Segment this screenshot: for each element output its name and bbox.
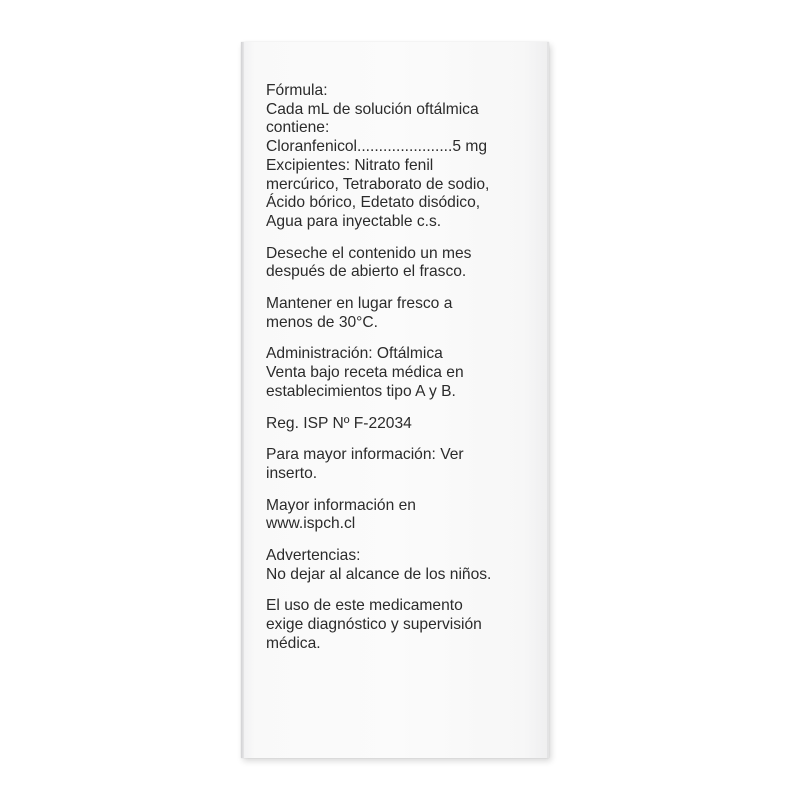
discard-line: después de abierto el frasco. xyxy=(266,263,467,281)
discard-section xyxy=(266,245,546,282)
registration-section xyxy=(266,415,546,434)
website-line: Mayor información en xyxy=(266,496,416,514)
medical-line: El uso de este medicamento xyxy=(266,597,463,615)
warnings-section xyxy=(266,547,546,584)
formula-title: Fórmula: xyxy=(266,82,328,99)
formula-section xyxy=(266,82,546,232)
discard-line: Deseche el contenido un mes xyxy=(266,244,472,262)
administration-line: Venta bajo receta médica en xyxy=(266,364,464,382)
medical-line: médica. xyxy=(266,634,321,652)
warnings-title: Advertencias: xyxy=(266,547,361,565)
medical-section xyxy=(266,597,546,653)
storage-line: menos de 30°C. xyxy=(266,313,378,331)
formula-line: contiene: xyxy=(266,119,330,137)
label-text-block xyxy=(266,82,546,667)
more-info-line: Para mayor información: Ver xyxy=(266,446,464,464)
more-info-line: inserto. xyxy=(266,464,318,482)
formula-line: Ácido bórico, Edetato disódico, xyxy=(266,194,481,212)
formula-line: Cada mL de solución oftálmica xyxy=(266,100,479,118)
storage-section xyxy=(266,295,546,332)
administration-section xyxy=(266,345,546,401)
storage-line: Mantener en lugar fresco a xyxy=(266,295,453,313)
administration-line: establecimientos tipo A y B. xyxy=(266,382,456,400)
formula-line: Excipientes: Nitrato fenil xyxy=(266,156,434,174)
administration-line: Administración: Oftálmica xyxy=(266,345,443,363)
warnings-line: No dejar al alcance de los niños. xyxy=(266,565,492,583)
medical-line: exige diagnóstico y supervisión xyxy=(266,616,482,634)
formula-line: mercúrico, Tetraborato de sodio, xyxy=(266,175,490,193)
more-info-section xyxy=(266,446,546,483)
formula-line: Cloranfenicol......................5 mg xyxy=(266,138,487,156)
formula-line: Agua para inyectable c.s. xyxy=(266,212,442,230)
website-section xyxy=(266,497,546,534)
registration-number: Reg. ISP Nº F-22034 xyxy=(266,414,412,432)
website-url: www.ispch.cl xyxy=(266,515,356,533)
